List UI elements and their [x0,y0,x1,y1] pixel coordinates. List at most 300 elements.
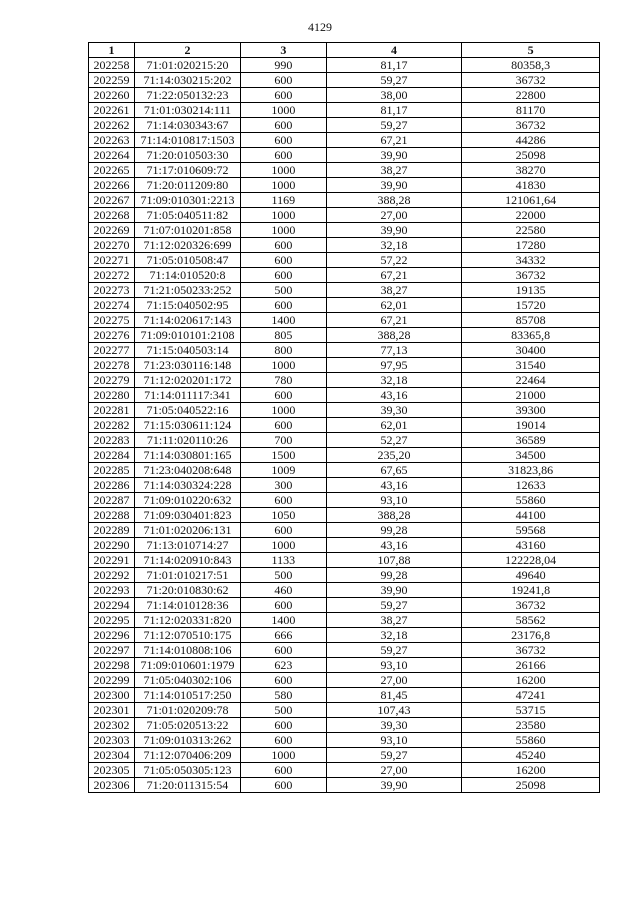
table-row [89,673,600,688]
cell-value: 21000 [462,388,600,403]
cell-cadastral-number: 71:01:020209:78 [134,703,240,718]
cell-cadastral-number: 71:09:030401:823 [134,508,240,523]
column-header-5: 5 [462,43,600,58]
cell-value: 59568 [462,523,600,538]
table-row [89,388,600,403]
cell-rate: 107,88 [326,553,462,568]
cell-row-number: 202266 [89,178,135,193]
cell-row-number: 202290 [89,538,135,553]
cell-row-number: 202276 [89,328,135,343]
table-row [89,583,600,598]
cell-value: 36732 [462,598,600,613]
cell-rate: 59,27 [326,598,462,613]
cell-rate: 43,16 [326,388,462,403]
cell-value: 80358,3 [462,58,600,73]
cell-area: 600 [240,73,326,88]
cell-row-number: 202260 [89,88,135,103]
cell-row-number: 202303 [89,733,135,748]
cell-cadastral-number: 71:14:030801:165 [134,448,240,463]
cell-area: 780 [240,373,326,388]
cell-cadastral-number: 71:12:070406:209 [134,748,240,763]
cell-cadastral-number: 71:09:010313:262 [134,733,240,748]
table-row [89,193,600,208]
cell-cadastral-number: 71:15:040502:95 [134,298,240,313]
cell-cadastral-number: 71:05:050305:123 [134,763,240,778]
table-row [89,58,600,73]
cell-value: 45240 [462,748,600,763]
cell-rate: 93,10 [326,733,462,748]
cell-cadastral-number: 71:23:030116:148 [134,358,240,373]
table-row [89,493,600,508]
column-header-4: 4 [326,43,462,58]
cell-area: 600 [240,253,326,268]
cell-row-number: 202263 [89,133,135,148]
table-row [89,133,600,148]
cell-row-number: 202295 [89,613,135,628]
cell-area: 1009 [240,463,326,478]
cell-area: 1000 [240,103,326,118]
cell-row-number: 202278 [89,358,135,373]
cell-value: 16200 [462,673,600,688]
cell-rate: 32,18 [326,238,462,253]
cell-area: 600 [240,118,326,133]
cell-row-number: 202293 [89,583,135,598]
cell-rate: 39,30 [326,403,462,418]
cell-rate: 52,27 [326,433,462,448]
cell-cadastral-number: 71:23:040208:648 [134,463,240,478]
cell-area: 500 [240,568,326,583]
cell-value: 19241,8 [462,583,600,598]
cell-value: 36732 [462,73,600,88]
table-row [89,223,600,238]
cell-area: 600 [240,523,326,538]
cell-row-number: 202292 [89,568,135,583]
cell-cadastral-number: 71:12:020326:699 [134,238,240,253]
table-row [89,658,600,673]
cell-row-number: 202291 [89,553,135,568]
cell-cadastral-number: 71:15:030611:124 [134,418,240,433]
cell-row-number: 202280 [89,388,135,403]
cell-value: 44100 [462,508,600,523]
table-row [89,88,600,103]
cell-row-number: 202283 [89,433,135,448]
cell-rate: 59,27 [326,643,462,658]
cell-rate: 67,21 [326,313,462,328]
cell-value: 12633 [462,478,600,493]
cell-rate: 93,10 [326,493,462,508]
cell-rate: 38,27 [326,613,462,628]
cell-value: 22800 [462,88,600,103]
cell-area: 600 [240,643,326,658]
cell-cadastral-number: 71:22:050132:23 [134,88,240,103]
cell-rate: 38,27 [326,163,462,178]
cell-value: 23580 [462,718,600,733]
cell-rate: 32,18 [326,628,462,643]
table-row [89,718,600,733]
cell-row-number: 202273 [89,283,135,298]
cell-rate: 38,27 [326,283,462,298]
cell-area: 1000 [240,163,326,178]
cell-area: 1000 [240,178,326,193]
cell-rate: 39,30 [326,718,462,733]
cell-row-number: 202298 [89,658,135,673]
table-row [89,598,600,613]
cell-area: 600 [240,673,326,688]
cell-rate: 77,13 [326,343,462,358]
cell-rate: 99,28 [326,568,462,583]
cell-rate: 43,16 [326,478,462,493]
table-row [89,268,600,283]
cell-rate: 57,22 [326,253,462,268]
cell-rate: 235,20 [326,448,462,463]
cell-area: 1400 [240,613,326,628]
cell-cadastral-number: 71:14:020910:843 [134,553,240,568]
cell-row-number: 202267 [89,193,135,208]
cell-cadastral-number: 71:20:010503:30 [134,148,240,163]
table-row [89,103,600,118]
cell-rate: 62,01 [326,418,462,433]
table-row [89,178,600,193]
cell-row-number: 202284 [89,448,135,463]
cell-row-number: 202279 [89,373,135,388]
cell-cadastral-number: 71:14:030343:67 [134,118,240,133]
cell-cadastral-number: 71:09:010301:2213 [134,193,240,208]
table-row [89,613,600,628]
column-header-3: 3 [240,43,326,58]
table-row [89,763,600,778]
cell-value: 30400 [462,343,600,358]
cell-row-number: 202261 [89,103,135,118]
table-row [89,148,600,163]
column-header-1: 1 [89,43,135,58]
table-body [89,58,600,793]
cell-cadastral-number: 71:05:040511:82 [134,208,240,223]
cell-cadastral-number: 71:14:020617:143 [134,313,240,328]
cell-value: 31540 [462,358,600,373]
cell-row-number: 202274 [89,298,135,313]
table-row [89,703,600,718]
cell-area: 1000 [240,358,326,373]
cell-rate: 43,16 [326,538,462,553]
cell-cadastral-number: 71:20:010830:62 [134,583,240,598]
cell-row-number: 202286 [89,478,135,493]
header-row [89,43,600,58]
cell-rate: 81,17 [326,58,462,73]
cell-row-number: 202264 [89,148,135,163]
cell-row-number: 202287 [89,493,135,508]
cell-cadastral-number: 71:14:010520:8 [134,268,240,283]
table-row [89,778,600,793]
cell-rate: 59,27 [326,73,462,88]
cell-row-number: 202259 [89,73,135,88]
cell-value: 58562 [462,613,600,628]
cell-cadastral-number: 71:01:020206:131 [134,523,240,538]
cell-area: 805 [240,328,326,343]
table-row [89,448,600,463]
cell-row-number: 202299 [89,673,135,688]
table-row [89,208,600,223]
cell-area: 666 [240,628,326,643]
cell-value: 23176,8 [462,628,600,643]
cell-rate: 27,00 [326,763,462,778]
table-row [89,538,600,553]
cell-row-number: 202288 [89,508,135,523]
cell-rate: 93,10 [326,658,462,673]
cell-area: 1000 [240,748,326,763]
cell-value: 41830 [462,178,600,193]
cell-area: 600 [240,388,326,403]
cell-cadastral-number: 71:12:020331:820 [134,613,240,628]
cell-rate: 39,90 [326,583,462,598]
cell-area: 623 [240,658,326,673]
cell-value: 121061,64 [462,193,600,208]
cell-value: 26166 [462,658,600,673]
cell-row-number: 202281 [89,403,135,418]
cell-row-number: 202294 [89,598,135,613]
cell-rate: 81,17 [326,103,462,118]
cell-area: 600 [240,493,326,508]
cell-cadastral-number: 71:15:040503:14 [134,343,240,358]
cell-area: 600 [240,148,326,163]
cell-area: 1400 [240,313,326,328]
cell-row-number: 202275 [89,313,135,328]
data-table [88,42,600,793]
cell-area: 1000 [240,208,326,223]
cell-row-number: 202270 [89,238,135,253]
cell-row-number: 202301 [89,703,135,718]
cell-value: 36589 [462,433,600,448]
cell-area: 600 [240,718,326,733]
cell-rate: 27,00 [326,673,462,688]
cell-value: 47241 [462,688,600,703]
table-row [89,433,600,448]
cell-value: 36732 [462,118,600,133]
cell-value: 83365,8 [462,328,600,343]
cell-value: 25098 [462,778,600,793]
cell-row-number: 202300 [89,688,135,703]
cell-cadastral-number: 71:20:011209:80 [134,178,240,193]
table-row [89,643,600,658]
cell-cadastral-number: 71:09:010101:2108 [134,328,240,343]
cell-row-number: 202297 [89,643,135,658]
cell-area: 580 [240,688,326,703]
cell-value: 34500 [462,448,600,463]
cell-value: 31823,86 [462,463,600,478]
table-row [89,358,600,373]
cell-rate: 39,90 [326,223,462,238]
cell-area: 600 [240,238,326,253]
table-row [89,253,600,268]
cell-cadastral-number: 71:14:010817:1503 [134,133,240,148]
cell-value: 36732 [462,268,600,283]
table-row [89,118,600,133]
cell-value: 36732 [462,643,600,658]
cell-rate: 39,90 [326,778,462,793]
cell-value: 43160 [462,538,600,553]
cell-cadastral-number: 71:14:010128:36 [134,598,240,613]
cell-cadastral-number: 71:05:040522:16 [134,403,240,418]
cell-area: 1133 [240,553,326,568]
cell-value: 122228,04 [462,553,600,568]
cell-row-number: 202262 [89,118,135,133]
cell-cadastral-number: 71:14:010517:250 [134,688,240,703]
cell-cadastral-number: 71:09:010220:632 [134,493,240,508]
cell-cadastral-number: 71:12:070510:175 [134,628,240,643]
cell-value: 17280 [462,238,600,253]
cell-area: 600 [240,778,326,793]
cell-area: 1000 [240,403,326,418]
cell-row-number: 202271 [89,253,135,268]
cell-value: 25098 [462,148,600,163]
cell-value: 55860 [462,493,600,508]
cell-cadastral-number: 71:05:020513:22 [134,718,240,733]
cell-cadastral-number: 71:01:030214:111 [134,103,240,118]
cell-row-number: 202304 [89,748,135,763]
cell-rate: 59,27 [326,748,462,763]
table-row [89,523,600,538]
cell-rate: 97,95 [326,358,462,373]
cell-rate: 39,90 [326,178,462,193]
table-row [89,298,600,313]
cell-cadastral-number: 71:11:020110:26 [134,433,240,448]
cell-row-number: 202282 [89,418,135,433]
cell-value: 19135 [462,283,600,298]
cell-value: 53715 [462,703,600,718]
cell-area: 1050 [240,508,326,523]
cell-row-number: 202268 [89,208,135,223]
cell-area: 800 [240,343,326,358]
cell-row-number: 202269 [89,223,135,238]
table-row [89,478,600,493]
cell-rate: 59,27 [326,118,462,133]
cell-area: 600 [240,298,326,313]
cell-area: 1169 [240,193,326,208]
cell-area: 600 [240,733,326,748]
cell-value: 22464 [462,373,600,388]
cell-area: 600 [240,763,326,778]
cell-cadastral-number: 71:05:010508:47 [134,253,240,268]
page-number: 4129 [308,20,332,34]
column-header-2: 2 [134,43,240,58]
cell-value: 55860 [462,733,600,748]
cell-value: 85708 [462,313,600,328]
cell-row-number: 202277 [89,343,135,358]
cell-area: 990 [240,58,326,73]
cell-cadastral-number: 71:07:010201:858 [134,223,240,238]
cell-value: 22000 [462,208,600,223]
cell-area: 600 [240,133,326,148]
cell-value: 39300 [462,403,600,418]
cell-cadastral-number: 71:14:011117:341 [134,388,240,403]
cell-cadastral-number: 71:14:010808:106 [134,643,240,658]
cell-area: 1000 [240,538,326,553]
table-row [89,553,600,568]
table-row [89,328,600,343]
cell-area: 1000 [240,223,326,238]
cell-rate: 27,00 [326,208,462,223]
cell-row-number: 202258 [89,58,135,73]
cell-rate: 62,01 [326,298,462,313]
table-row [89,418,600,433]
cell-area: 500 [240,703,326,718]
cell-area: 600 [240,598,326,613]
table-row [89,748,600,763]
cell-row-number: 202306 [89,778,135,793]
cell-area: 600 [240,268,326,283]
table-row [89,238,600,253]
cell-rate: 39,90 [326,148,462,163]
table-row [89,343,600,358]
cell-cadastral-number: 71:14:030215:202 [134,73,240,88]
cell-row-number: 202289 [89,523,135,538]
cell-cadastral-number: 71:01:010217:51 [134,568,240,583]
cell-rate: 107,43 [326,703,462,718]
cell-area: 1500 [240,448,326,463]
cell-value: 22580 [462,223,600,238]
cell-row-number: 202285 [89,463,135,478]
cell-area: 300 [240,478,326,493]
cell-value: 15720 [462,298,600,313]
table-row [89,733,600,748]
cell-row-number: 202296 [89,628,135,643]
cell-row-number: 202272 [89,268,135,283]
cell-cadastral-number: 71:01:020215:20 [134,58,240,73]
table-row [89,313,600,328]
cell-value: 49640 [462,568,600,583]
cell-rate: 32,18 [326,373,462,388]
cell-value: 34332 [462,253,600,268]
cell-area: 460 [240,583,326,598]
cell-area: 600 [240,88,326,103]
cell-rate: 81,45 [326,688,462,703]
cell-value: 38270 [462,163,600,178]
table-row [89,163,600,178]
table-row [89,403,600,418]
cell-value: 81170 [462,103,600,118]
table-row [89,508,600,523]
table-row [89,283,600,298]
cell-row-number: 202302 [89,718,135,733]
cell-rate: 388,28 [326,508,462,523]
cell-rate: 99,28 [326,523,462,538]
cell-rate: 67,21 [326,268,462,283]
cell-cadastral-number: 71:05:040302:106 [134,673,240,688]
table-row [89,568,600,583]
cell-value: 16200 [462,763,600,778]
cell-rate: 388,28 [326,328,462,343]
cell-area: 500 [240,283,326,298]
cell-cadastral-number: 71:09:010601:1979 [134,658,240,673]
cell-rate: 388,28 [326,193,462,208]
cell-row-number: 202265 [89,163,135,178]
cell-value: 19014 [462,418,600,433]
cell-cadastral-number: 71:20:011315:54 [134,778,240,793]
cell-cadastral-number: 71:12:020201:172 [134,373,240,388]
cell-rate: 38,00 [326,88,462,103]
cell-value: 44286 [462,133,600,148]
table-row [89,628,600,643]
table-row [89,463,600,478]
cell-rate: 67,65 [326,463,462,478]
cell-cadastral-number: 71:14:030324:228 [134,478,240,493]
cell-area: 600 [240,418,326,433]
table-row [89,688,600,703]
table-row [89,373,600,388]
cell-cadastral-number: 71:13:010714:27 [134,538,240,553]
cell-row-number: 202305 [89,763,135,778]
cell-cadastral-number: 71:21:050233:252 [134,283,240,298]
cell-area: 700 [240,433,326,448]
